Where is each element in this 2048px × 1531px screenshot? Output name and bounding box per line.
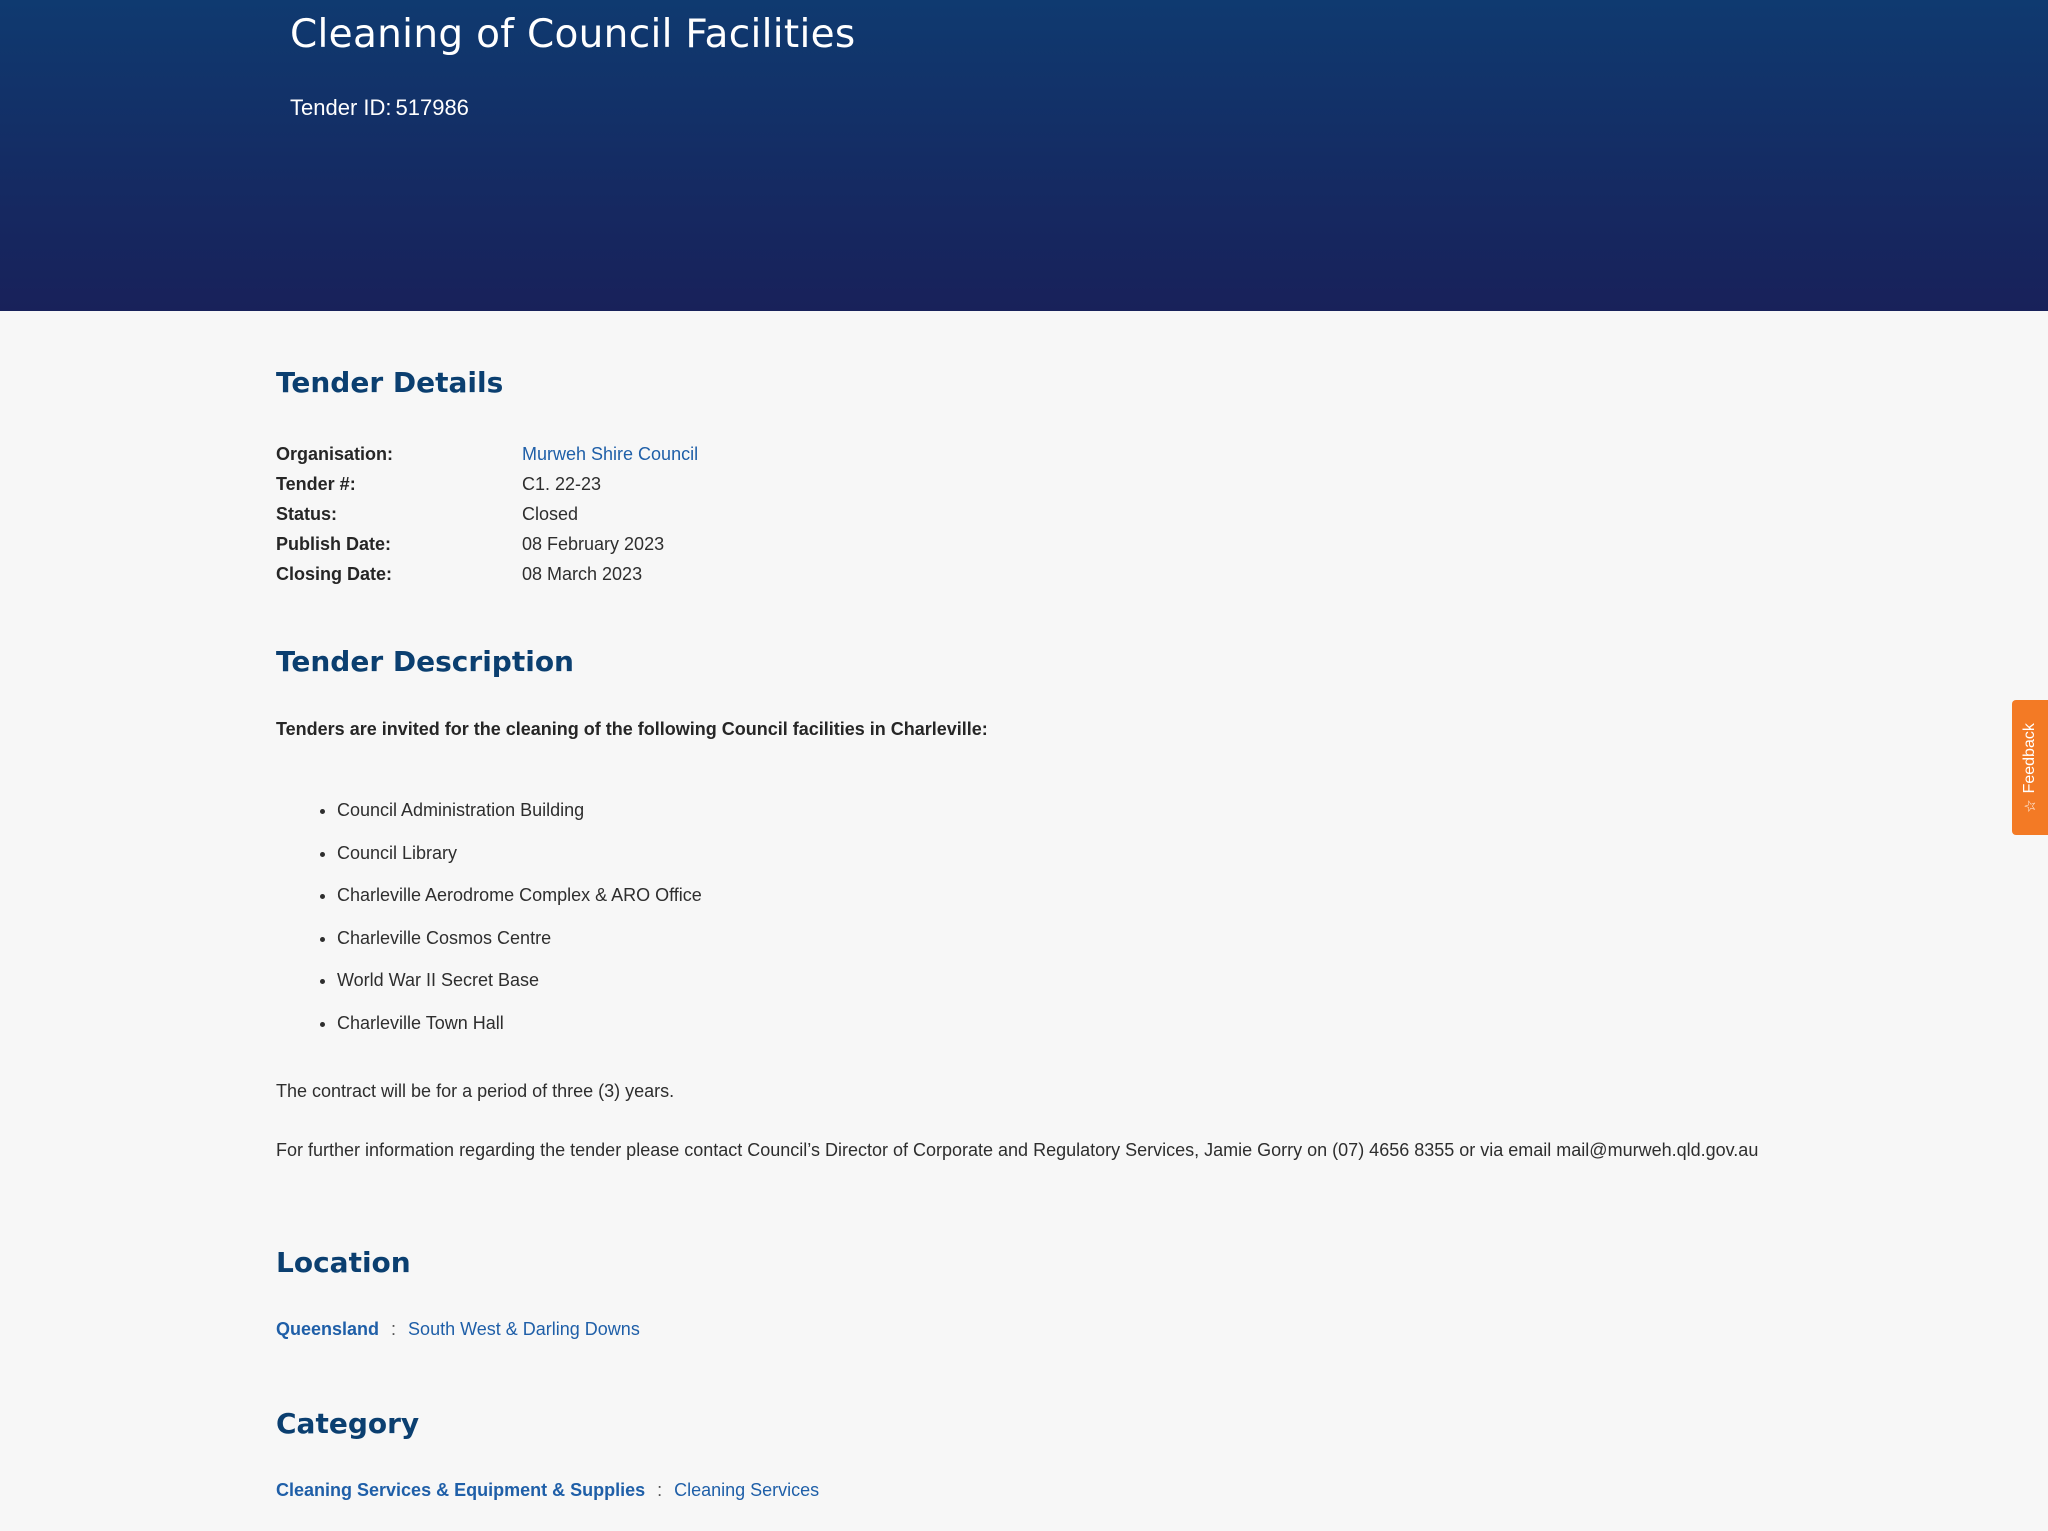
detail-row-organisation [276,439,698,469]
detail-value: 08 February 2023 [522,534,665,554]
location-breadcrumb [276,1319,640,1340]
category-breadcrumb [276,1480,819,1501]
page-title: Cleaning of Council Facilities [290,12,856,57]
detail-row-publish-date [276,529,698,559]
detail-label: Tender #: [276,474,356,494]
feedback-button[interactable] [2012,700,2048,835]
tender-id [290,95,469,121]
location-region-link[interactable]: South West & Darling Downs [408,1319,640,1339]
breadcrumb-separator: : [657,1480,663,1500]
tender-description-heading: Tender Description [276,645,574,678]
tender-details-heading: Tender Details [276,366,504,399]
organisation-link[interactable]: Murweh Shire Council [522,444,699,464]
list-item: • Council Administration Building [337,789,702,832]
page-hero [0,0,2048,311]
status-value: Closed [522,504,579,524]
list-item: • Charleville Town Hall [337,1002,702,1045]
facility-list [276,789,702,1045]
description-intro: Tenders are invited for the cleaning of the following Council facilities in Charleville: [276,719,988,739]
detail-label: Organisation: [276,444,394,464]
detail-value: C1. 22-23 [522,474,602,494]
detail-row-tender-number [276,469,698,499]
list-item: • World War II Secret Base [337,959,702,1002]
detail-value: 08 March 2023 [522,564,643,584]
contract-period-text: The contract will be for a period of three (3) years. [276,1081,675,1101]
category-secondary-link[interactable]: Cleaning Services [674,1480,820,1500]
detail-row-closing-date [276,559,698,589]
list-item: • Charleville Cosmos Centre [337,917,702,960]
star-icon: ☆ [2022,798,2039,813]
detail-label: Status: [276,504,338,524]
tender-id-label: Tender ID: [290,95,392,120]
list-item: • Charleville Aerodrome Complex & ARO Office [337,874,702,917]
feedback-label: Feedback [2021,722,2038,793]
breadcrumb-separator: : [391,1319,397,1339]
detail-label: Publish Date: [276,534,392,554]
category-heading: Category [276,1407,420,1440]
contact-text: For further information regarding the tender please contact Council’s Director of Corporate and Regulatory Services, Jamie Gorry on (07) 4656 8355 or via email mail@murweh.qld.gov.au [276,1140,1759,1160]
detail-label: Closing Date: [276,564,393,584]
category-primary-link[interactable]: Cleaning Services & Equipment & Supplies [276,1480,646,1500]
location-state-link[interactable]: Queensland [276,1319,380,1339]
location-heading: Location [276,1246,411,1279]
list-item: • Council Library [337,832,702,875]
tender-id-value: 517986 [395,95,469,120]
detail-row-status [276,499,698,529]
feedback-content [2021,723,2039,813]
tender-details-table [276,439,698,589]
